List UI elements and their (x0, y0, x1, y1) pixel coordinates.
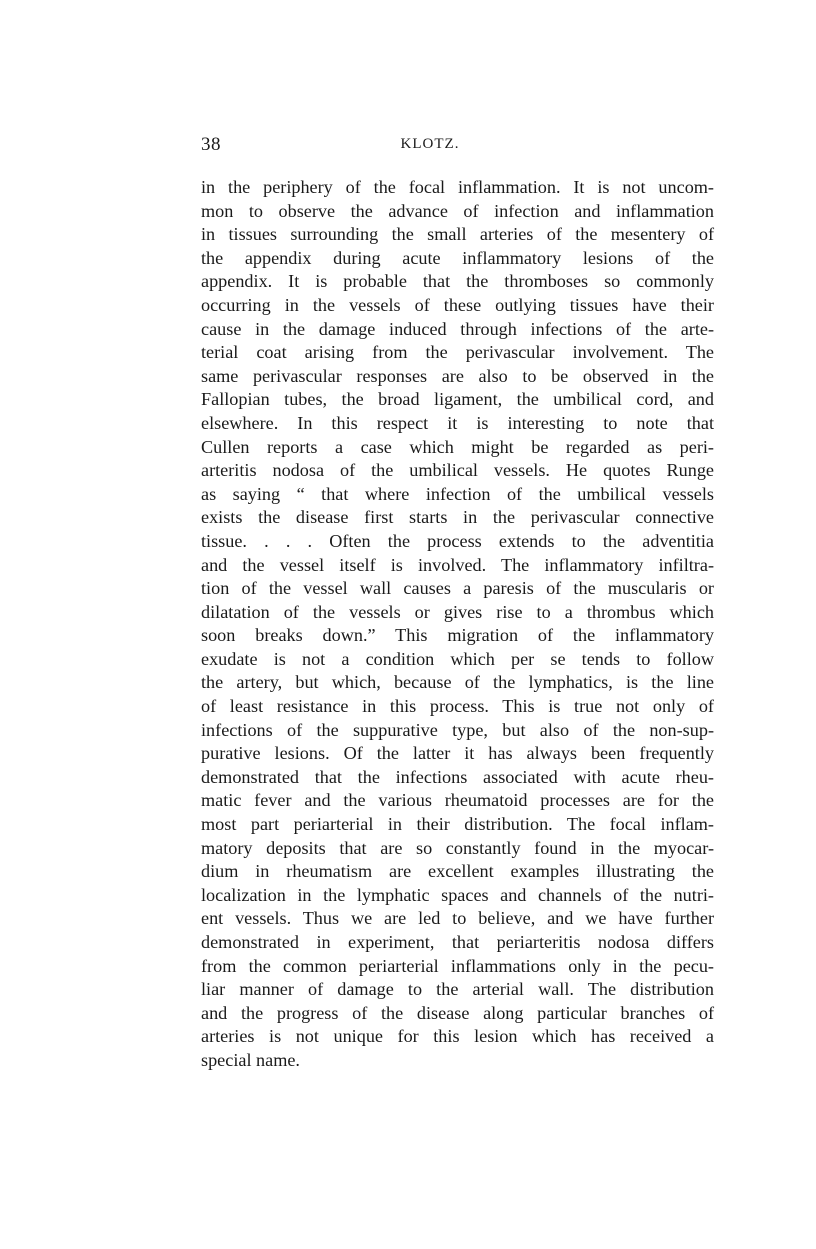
text-line: arteritis nodosa of the umbilical vessels. He quotes Runge (201, 460, 714, 481)
text-line: mon to observe the advance of infection and inflammation (201, 200, 714, 221)
text-line: demonstrated in experiment, that periarteritis nodosa differs (201, 932, 714, 952)
text-line: the appendix during acute inflammatory lesions of the (201, 247, 714, 268)
text-line: dilatation of the vessels or gives rise to a thrombus which (201, 601, 714, 622)
text-line: same perivascular responses are also to be observed in the (201, 365, 714, 386)
text-line: occurring in the vessels of these outlying tissues have their (201, 294, 714, 315)
text-line: infections of the suppurative type, but also of the non-sup- (201, 719, 714, 740)
text-line: localization in the lymphatic spaces and channels of the nutri- (201, 884, 714, 905)
text-line: matory deposits that are so constantly found in the myocar- (201, 837, 714, 858)
text-line: in tissues surrounding the small arteries of the mesentery of (201, 224, 714, 245)
text-line: and the progress of the disease along particular branches of (201, 1002, 714, 1023)
text-line: of least resistance in this process. This is true not only of (201, 696, 714, 717)
text-line: demonstrated that the infections associated with acute rheu- (201, 766, 714, 787)
text-line: soon breaks down.” This migration of the inflammatory (201, 625, 714, 646)
text-line: terial coat arising from the perivascular involvement. The (201, 342, 714, 363)
text-line: tissue. . . . Often the process extends to the adventitia (201, 530, 714, 551)
text-line: as saying “ that where infection of the umbilical vessels (201, 483, 714, 504)
text-line: Cullen reports a case which might be regarded as peri- (201, 436, 714, 457)
text-line: appendix. It is probable that the thromboses so commonly (201, 271, 714, 292)
text-line: liar manner of damage to the arterial wall. The distribution (201, 979, 714, 1000)
body-paragraph (201, 176, 714, 1073)
page-number: 38 (201, 134, 221, 155)
text-line: the artery, but which, because of the lymphatics, is the line (201, 672, 714, 693)
text-line: special name. (201, 1049, 300, 1070)
text-line: tion of the vessel wall causes a paresis of the muscularis or (201, 578, 714, 599)
text-line: exists the disease first starts in the perivascular connective (201, 507, 714, 528)
text-line: from the common periarterial inflammations only in the pecu- (201, 955, 714, 976)
text-line: in the periphery of the focal inflammation. It is not uncom- (201, 177, 714, 197)
text-line: arteries is not unique for this lesion which has received a (201, 1026, 714, 1047)
text-line: purative lesions. Of the latter it has always been frequently (201, 743, 714, 764)
text-line: most part periarterial in their distribution. The focal inflam- (201, 814, 714, 835)
text-line: elsewhere. In this respect it is interesting to note that (201, 412, 714, 433)
text-line: ent vessels. Thus we are led to believe, and we have further (201, 908, 714, 929)
text-line: cause in the damage induced through infections of the arte- (201, 318, 714, 339)
text-line: dium in rheumatism are excellent examples illustrating the (201, 861, 714, 882)
text-line: and the vessel itself is involved. The inflammatory infiltra- (201, 554, 714, 575)
text-line: exudate is not a condition which per se tends to follow (201, 648, 714, 669)
text-line: Fallopian tubes, the broad ligament, the umbilical cord, and (201, 389, 714, 410)
text-line: matic fever and the various rheumatoid processes are for the (201, 790, 714, 811)
running-title: KLOTZ. (400, 136, 460, 152)
